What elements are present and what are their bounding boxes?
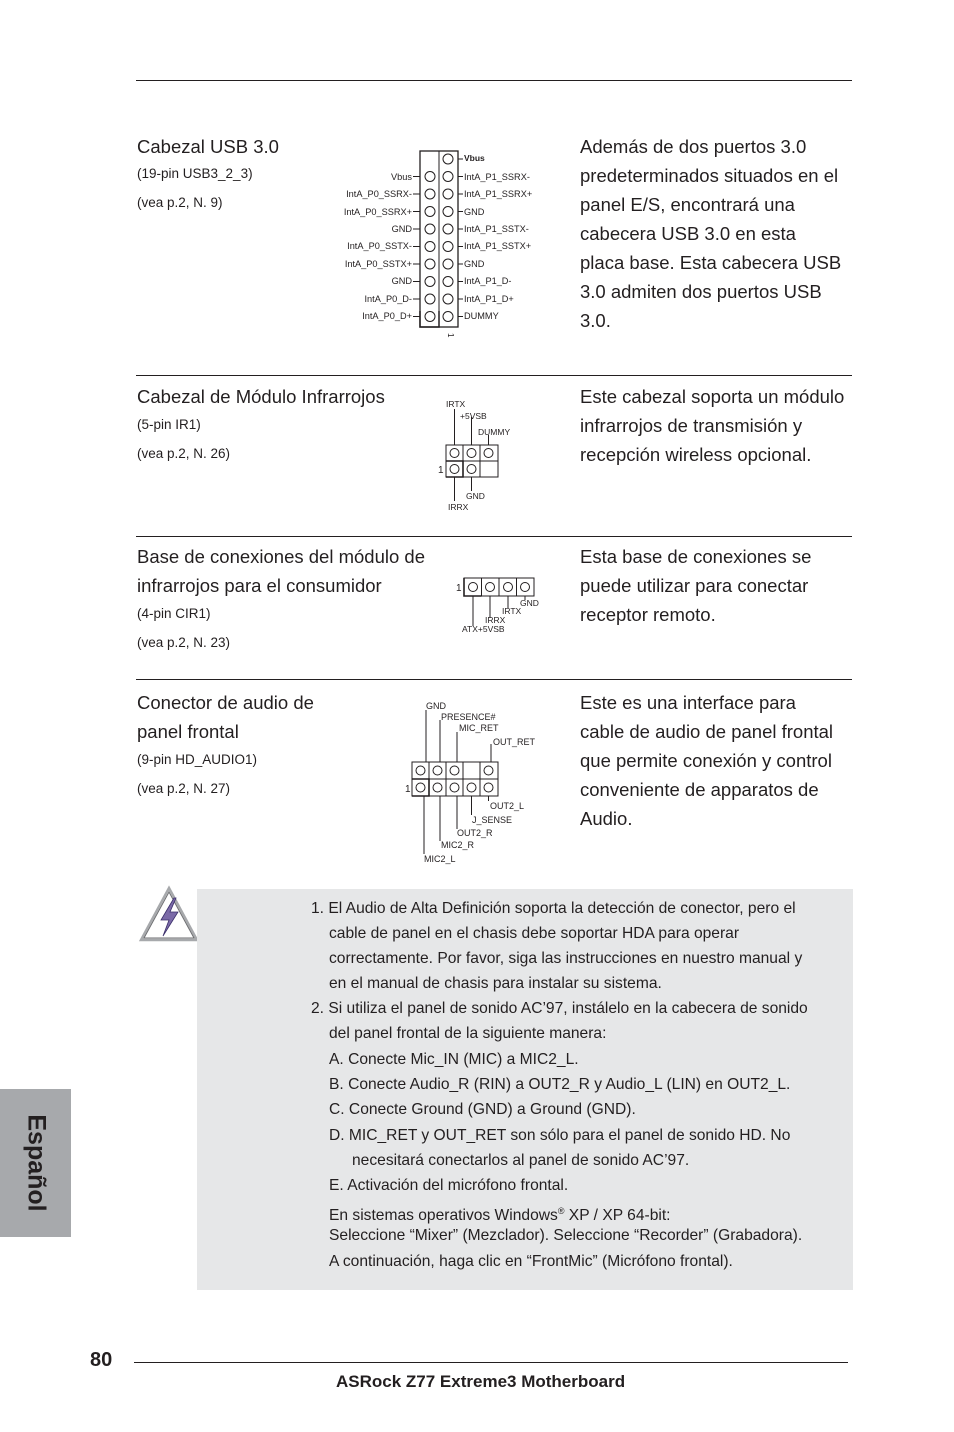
ir-desc-line: infrarrojos de transmisión y xyxy=(580,415,803,436)
usb-pin xyxy=(425,277,435,287)
note-line: C. Conecte Ground (GND) a Ground (GND). xyxy=(329,1101,636,1118)
audio-title-line: Conector de audio de xyxy=(137,692,314,713)
usb-pin-label: IntA_P1_SSRX+ xyxy=(464,189,533,199)
cir-label: ATX+5VSB xyxy=(462,624,505,634)
usb-pin-label: DUMMY xyxy=(464,311,499,321)
note-line-windows xyxy=(329,1201,671,1226)
audio-label: MIC2_L xyxy=(424,854,456,864)
usb-pin-label: IntA_P0_D- xyxy=(364,294,412,304)
usb-pin-label: IntA_P1_D- xyxy=(464,276,512,286)
usb-pin-label: GND xyxy=(464,207,485,217)
usb-pin xyxy=(425,207,435,217)
usb-pin xyxy=(443,294,453,304)
audio-label: J_SENSE xyxy=(472,815,513,825)
hd-audio-header-diagram xyxy=(402,698,552,868)
audio-desc-line: que permite conexión y control xyxy=(580,750,832,771)
ir-pin1-marker: 1 xyxy=(438,465,444,476)
cir-label: IRTX xyxy=(502,606,522,616)
ir-label: IRRX xyxy=(448,502,469,512)
usb-pin xyxy=(425,259,435,269)
usb-pin xyxy=(425,312,435,322)
cir-desc-line: Esta base de conexiones se xyxy=(580,546,812,567)
ir-header-diagram xyxy=(430,395,540,515)
usb-pin xyxy=(425,242,435,252)
note-line: del panel frontal de la siguiente manera: xyxy=(329,1025,607,1042)
audio-desc-line: cable de audio de panel frontal xyxy=(580,721,834,742)
usb-desc-line: placa base. Esta cabecera USB xyxy=(580,252,842,273)
usb-pin-label: Vbus xyxy=(391,172,412,182)
usb-pin xyxy=(443,207,453,217)
ir-desc-line: recepción wireless opcional. xyxy=(580,444,812,465)
usb-pin xyxy=(443,312,453,322)
note-line: A continuación, haga clic en “FrontMic” (Micrófono frontal). xyxy=(329,1253,733,1270)
cir-desc-line: receptor remoto. xyxy=(580,604,716,625)
usb-pin xyxy=(425,294,435,304)
note-line: D. MIC_RET y OUT_RET son sólo para el panel de sonido HD. No xyxy=(329,1127,791,1144)
usb-desc-line: 3.0. xyxy=(580,310,611,331)
ir-label: GND xyxy=(466,491,485,501)
ir-header-ref: (vea p.2, N. 26) xyxy=(137,446,231,461)
ir-desc-line: Este cabezal soporta un módulo xyxy=(580,386,845,407)
cir-header-diagram xyxy=(452,572,552,638)
audio-label: MIC2_R xyxy=(441,840,475,850)
note-windows-version: XP / XP 64-bit: xyxy=(568,1207,671,1225)
cir-header-ref: (vea p.2, N. 23) xyxy=(137,635,231,650)
note-line: A. Conecte Mic_IN (MIC) a MIC2_L. xyxy=(329,1051,579,1068)
audio-label: PRESENCE# xyxy=(441,712,496,722)
audio-header-ref: (vea p.2, N. 27) xyxy=(137,781,231,796)
usb-pin xyxy=(425,224,435,234)
note-line: correctamente. Por favor, siga las instrucciones en nuestro manual y xyxy=(329,950,803,967)
usb-pin-label: GND xyxy=(391,276,412,286)
usb-pin xyxy=(443,189,453,199)
usb-pin xyxy=(443,154,453,164)
audio-header-title xyxy=(137,688,314,746)
footer-rule xyxy=(134,1362,848,1363)
ir-label: IRTX xyxy=(446,399,466,409)
usb-pin xyxy=(425,172,435,182)
usb-desc-line: panel E/S, encontrará una xyxy=(580,194,795,215)
usb-pin-label: IntA_P0_SSRX+ xyxy=(343,207,412,217)
footer-title: ASRock Z77 Extreme3 Motherboard xyxy=(336,1372,626,1391)
section-divider xyxy=(136,536,852,537)
audio-label: OUT2_L xyxy=(490,801,525,811)
ir-label: DUMMY xyxy=(478,427,511,437)
usb-pin-label: IntA_P1_D+ xyxy=(464,294,514,304)
usb-pin-label: Vbus xyxy=(464,153,485,163)
usb-left-labels xyxy=(344,172,413,321)
audio-label: OUT_RET xyxy=(493,737,536,747)
note-windows-text: En sistemas operativos Windows xyxy=(329,1207,558,1225)
audio-title-line: panel frontal xyxy=(137,721,239,742)
usb-pin-label: IntA_P1_SSRX- xyxy=(464,172,530,182)
usb-pin-label: IntA_P1_SSTX+ xyxy=(464,241,532,251)
language-side-tab xyxy=(0,1089,71,1237)
audio-desc-line: Audio. xyxy=(580,808,633,829)
usb-header-desc xyxy=(580,132,870,335)
page-number: 80 xyxy=(90,1349,113,1371)
cir-label: IRRX xyxy=(485,615,506,625)
usb-header-title: Cabezal USB 3.0 xyxy=(137,136,279,157)
note-line: cable de panel en el chasis debe soportar HDA para operar xyxy=(329,925,740,942)
registered-mark: ® xyxy=(557,1206,565,1216)
cir-title-line: infrarrojos para el consumidor xyxy=(137,575,382,596)
usb-pin-label: IntA_P0_SSTX+ xyxy=(344,259,412,269)
usb-pin-label: IntA_P0_D+ xyxy=(362,311,412,321)
cir-header-desc xyxy=(580,542,870,629)
note-line: B. Conecte Audio_R (RIN) a OUT2_R y Audio_L (LIN) en OUT2_L. xyxy=(329,1076,791,1093)
usb-pin xyxy=(443,277,453,287)
ir-header-pin: (5-pin IR1) xyxy=(137,417,201,432)
usb-desc-line: cabecera USB 3.0 en esta xyxy=(580,223,796,244)
usb-pin xyxy=(443,224,453,234)
audio-header-desc xyxy=(580,688,870,833)
note-line: 1. El Audio de Alta Definición soporta la detección de conector, pero el xyxy=(311,900,796,917)
note-line: E. Activación del micrófono frontal. xyxy=(329,1177,569,1194)
section-divider xyxy=(136,679,852,680)
warning-lightning-icon xyxy=(138,884,200,944)
audio-label: OUT2_R xyxy=(457,828,493,838)
usb-pin xyxy=(425,189,435,199)
language-label: Español xyxy=(22,1114,50,1212)
usb-pin-label: IntA_P0_SSRX- xyxy=(346,189,412,199)
audio-label: GND xyxy=(426,701,446,711)
top-rule xyxy=(136,80,852,81)
ir-header-desc xyxy=(580,382,870,469)
usb-pin xyxy=(443,242,453,252)
audio-desc-line: conveniente de apparatos de xyxy=(580,779,819,800)
usb-right-labels xyxy=(464,153,532,321)
usb-desc-line: predeterminados situados en el xyxy=(580,165,839,186)
ir-label: +5VSB xyxy=(460,411,487,421)
usb-pin1-marker: 1 xyxy=(446,333,455,338)
note-line: Seleccione “Mixer” (Mezclador). Seleccione “Recorder” (Grabadora). xyxy=(329,1227,803,1244)
cir-title-line: Base de conexiones del módulo de xyxy=(137,546,425,567)
usb-desc-line: Además de dos puertos 3.0 xyxy=(580,136,807,157)
ir-header-title: Cabezal de Módulo Infrarrojos xyxy=(137,386,385,407)
note-line: en el manual de chasis para instalar su sistema. xyxy=(329,975,662,992)
note-line: 2. Si utiliza el panel de sonido AC’97, instálelo en la cabecera de sonido xyxy=(311,1000,808,1017)
cir-header-pin: (4-pin CIR1) xyxy=(137,606,211,621)
usb-pin-label: GND xyxy=(464,259,485,269)
cir-header-title xyxy=(137,542,425,600)
usb-pin-label: IntA_P0_SSTX- xyxy=(347,241,412,251)
audio-header-pin: (9-pin HD_AUDIO1) xyxy=(137,752,258,767)
cir-label: GND xyxy=(520,598,539,608)
usb3-header-diagram xyxy=(320,145,560,345)
cir-desc-line: puede utilizar para conectar xyxy=(580,575,809,596)
usb-header-ref: (vea p.2, N. 9) xyxy=(137,195,223,210)
usb-pin-label: IntA_P1_SSTX- xyxy=(464,224,529,234)
audio-desc-line: Este es una interface para xyxy=(580,692,796,713)
usb-header-pin: (19-pin USB3_2_3) xyxy=(137,166,253,181)
usb-pin-label: GND xyxy=(391,224,412,234)
usb-pin xyxy=(443,259,453,269)
cir-pin1-marker: 1 xyxy=(456,583,462,594)
audio-label: MIC_RET xyxy=(459,723,499,733)
audio-pin1-marker: 1 xyxy=(405,784,411,795)
usb-desc-line: 3.0 admiten dos puertos USB xyxy=(580,281,822,302)
usb-pin xyxy=(443,172,453,182)
section-divider xyxy=(136,375,852,376)
note-line: necesitará conectarlos al panel de sonido AC’97. xyxy=(352,1152,690,1169)
